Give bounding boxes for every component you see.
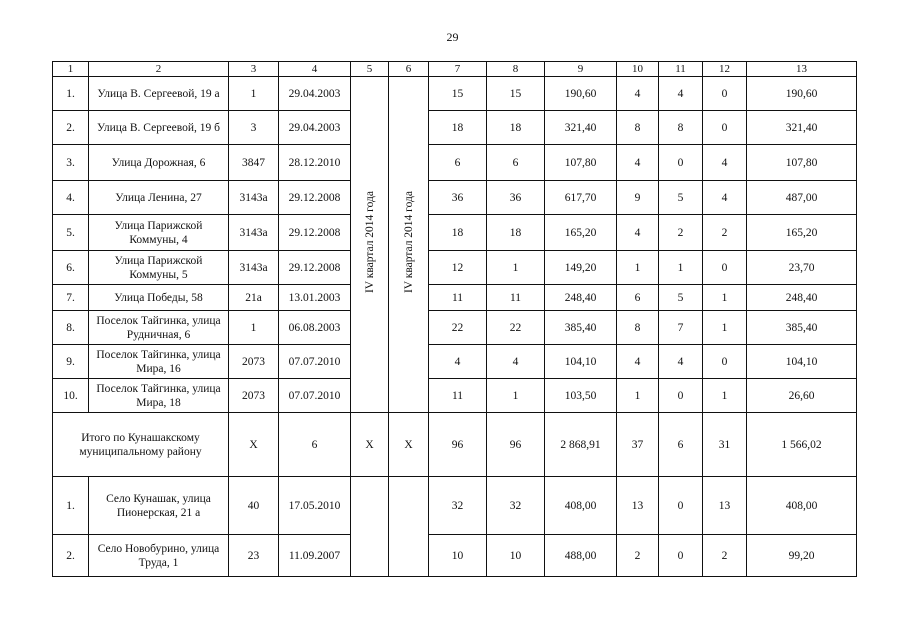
value-cell-c9: 190,60 <box>545 77 617 111</box>
date-cell: 28.12.2010 <box>279 145 351 181</box>
date-cell: 29.04.2003 <box>279 111 351 145</box>
address-cell: Село Кунашак, улица Пионерская, 21 а <box>89 477 229 535</box>
value-cell-c8: 1 <box>487 379 545 413</box>
value-cell-c11: 4 <box>659 345 703 379</box>
value-cell-c10: 9 <box>617 181 659 215</box>
total-label: Итого по Кунашакскому муниципальному району <box>53 413 229 477</box>
address-cell: Улица Парижской Коммуны, 5 <box>89 251 229 285</box>
value-cell-c7: 6 <box>429 145 487 181</box>
value-cell-c11: 4 <box>659 77 703 111</box>
col3-cell: 23 <box>229 535 279 577</box>
table-row <box>53 111 857 145</box>
total-row <box>53 413 857 477</box>
value-cell-c12: 0 <box>703 111 747 145</box>
value-cell-c7: 32 <box>429 477 487 535</box>
value-cell-c13: 190,60 <box>747 77 857 111</box>
header-cell-13: 13 <box>747 62 857 77</box>
value-cell-c10: 6 <box>617 285 659 311</box>
value-cell-c7: 36 <box>429 181 487 215</box>
date-cell: 17.05.2010 <box>279 477 351 535</box>
value-cell-c8: 10 <box>487 535 545 577</box>
row-number: 5. <box>53 215 89 251</box>
quarter-col6 <box>389 77 429 413</box>
date-cell: 11.09.2007 <box>279 535 351 577</box>
quarter-col5 <box>351 77 389 413</box>
value-cell-c10: 4 <box>617 145 659 181</box>
value-cell-c13: 104,10 <box>747 345 857 379</box>
row-number: 1. <box>53 77 89 111</box>
total-c12: 31 <box>703 413 747 477</box>
value-cell-c9: 149,20 <box>545 251 617 285</box>
value-cell-c7: 18 <box>429 111 487 145</box>
value-cell-c7: 10 <box>429 535 487 577</box>
quarter-col5-b <box>351 477 389 577</box>
address-cell: Улица Ленина, 27 <box>89 181 229 215</box>
total-c5: Х <box>351 413 389 477</box>
value-cell-c9: 103,50 <box>545 379 617 413</box>
value-cell-c12: 0 <box>703 345 747 379</box>
value-cell-c12: 1 <box>703 311 747 345</box>
value-cell-c10: 8 <box>617 311 659 345</box>
col3-cell: 21а <box>229 285 279 311</box>
value-cell-c13: 408,00 <box>747 477 857 535</box>
table-row <box>53 251 857 285</box>
value-cell-c7: 11 <box>429 285 487 311</box>
value-cell-c11: 5 <box>659 181 703 215</box>
table-row <box>53 181 857 215</box>
address-cell: Поселок Тайгинка, улица Мира, 18 <box>89 379 229 413</box>
value-cell-c7: 4 <box>429 345 487 379</box>
value-cell-c12: 2 <box>703 535 747 577</box>
value-cell-c11: 1 <box>659 251 703 285</box>
address-cell: Поселок Тайгинка, улица Рудничная, 6 <box>89 311 229 345</box>
col3-cell: 1 <box>229 77 279 111</box>
value-cell-c7: 12 <box>429 251 487 285</box>
value-cell-c13: 99,20 <box>747 535 857 577</box>
header-cell-5: 5 <box>351 62 389 77</box>
row-number: 4. <box>53 181 89 215</box>
total-c3: Х <box>229 413 279 477</box>
total-c9: 2 868,91 <box>545 413 617 477</box>
value-cell-c13: 248,40 <box>747 285 857 311</box>
value-cell-c11: 0 <box>659 477 703 535</box>
value-cell-c8: 15 <box>487 77 545 111</box>
value-cell-c13: 107,80 <box>747 145 857 181</box>
total-c11: 6 <box>659 413 703 477</box>
value-cell-c12: 2 <box>703 215 747 251</box>
value-cell-c9: 408,00 <box>545 477 617 535</box>
header-cell-10: 10 <box>617 62 659 77</box>
value-cell-c11: 8 <box>659 111 703 145</box>
value-cell-c8: 22 <box>487 311 545 345</box>
value-cell-c8: 1 <box>487 251 545 285</box>
value-cell-c10: 2 <box>617 535 659 577</box>
col3-cell: 3 <box>229 111 279 145</box>
value-cell-c10: 1 <box>617 251 659 285</box>
row-number: 10. <box>53 379 89 413</box>
value-cell-c10: 4 <box>617 345 659 379</box>
date-cell: 07.07.2010 <box>279 379 351 413</box>
date-cell: 13.01.2003 <box>279 285 351 311</box>
value-cell-c12: 4 <box>703 181 747 215</box>
table-row <box>53 285 857 311</box>
value-cell-c8: 18 <box>487 215 545 251</box>
col3-cell: 1 <box>229 311 279 345</box>
quarter-label: IV квартал 2014 года <box>363 191 376 294</box>
total-c8: 96 <box>487 413 545 477</box>
value-cell-c12: 13 <box>703 477 747 535</box>
quarter-label: IV квартал 2014 года <box>402 191 415 294</box>
value-cell-c12: 4 <box>703 145 747 181</box>
col3-cell: 3847 <box>229 145 279 181</box>
date-cell: 29.12.2008 <box>279 215 351 251</box>
value-cell-c7: 15 <box>429 77 487 111</box>
header-cell-12: 12 <box>703 62 747 77</box>
value-cell-c9: 248,40 <box>545 285 617 311</box>
value-cell-c11: 0 <box>659 379 703 413</box>
value-cell-c9: 104,10 <box>545 345 617 379</box>
value-cell-c12: 0 <box>703 77 747 111</box>
value-cell-c9: 165,20 <box>545 215 617 251</box>
col3-cell: 3143а <box>229 215 279 251</box>
value-cell-c13: 321,40 <box>747 111 857 145</box>
table-row <box>53 215 857 251</box>
row-number: 2. <box>53 111 89 145</box>
value-cell-c12: 1 <box>703 285 747 311</box>
table-row <box>53 311 857 345</box>
value-cell-c8: 36 <box>487 181 545 215</box>
address-cell: Поселок Тайгинка, улица Мира, 16 <box>89 345 229 379</box>
date-cell: 29.12.2008 <box>279 181 351 215</box>
row-number: 7. <box>53 285 89 311</box>
row-number: 1. <box>53 477 89 535</box>
col3-cell: 40 <box>229 477 279 535</box>
header-cell-9: 9 <box>545 62 617 77</box>
header-row <box>53 62 857 77</box>
value-cell-c9: 107,80 <box>545 145 617 181</box>
value-cell-c10: 13 <box>617 477 659 535</box>
value-cell-c7: 22 <box>429 311 487 345</box>
value-cell-c11: 0 <box>659 535 703 577</box>
header-cell-7: 7 <box>429 62 487 77</box>
header-cell-4: 4 <box>279 62 351 77</box>
value-cell-c12: 0 <box>703 251 747 285</box>
address-cell: Улица В. Сергеевой, 19 а <box>89 77 229 111</box>
value-cell-c9: 321,40 <box>545 111 617 145</box>
total-c6: Х <box>389 413 429 477</box>
row-number: 2. <box>53 535 89 577</box>
address-cell: Улица Дорожная, 6 <box>89 145 229 181</box>
value-cell-c9: 385,40 <box>545 311 617 345</box>
value-cell-c10: 1 <box>617 379 659 413</box>
value-cell-c12: 1 <box>703 379 747 413</box>
header-cell-8: 8 <box>487 62 545 77</box>
date-cell: 29.04.2003 <box>279 77 351 111</box>
value-cell-c10: 4 <box>617 77 659 111</box>
col3-cell: 2073 <box>229 345 279 379</box>
header-cell-1: 1 <box>53 62 89 77</box>
row-number: 9. <box>53 345 89 379</box>
value-cell-c11: 2 <box>659 215 703 251</box>
value-cell-c8: 6 <box>487 145 545 181</box>
value-cell-c8: 11 <box>487 285 545 311</box>
housing-table <box>52 61 857 577</box>
row-number: 3. <box>53 145 89 181</box>
value-cell-c9: 617,70 <box>545 181 617 215</box>
address-cell: Улица В. Сергеевой, 19 б <box>89 111 229 145</box>
total-c4: 6 <box>279 413 351 477</box>
value-cell-c7: 11 <box>429 379 487 413</box>
value-cell-c7: 18 <box>429 215 487 251</box>
col3-cell: 3143а <box>229 181 279 215</box>
value-cell-c11: 5 <box>659 285 703 311</box>
value-cell-c11: 7 <box>659 311 703 345</box>
quarter-col6-b <box>389 477 429 577</box>
value-cell-c13: 487,00 <box>747 181 857 215</box>
header-cell-6: 6 <box>389 62 429 77</box>
table-row <box>53 379 857 413</box>
row-number: 6. <box>53 251 89 285</box>
value-cell-c13: 165,20 <box>747 215 857 251</box>
value-cell-c10: 8 <box>617 111 659 145</box>
value-cell-c8: 4 <box>487 345 545 379</box>
col3-cell: 3143а <box>229 251 279 285</box>
value-cell-c13: 23,70 <box>747 251 857 285</box>
value-cell-c11: 0 <box>659 145 703 181</box>
value-cell-c8: 18 <box>487 111 545 145</box>
table-row <box>53 77 857 111</box>
address-cell: Улица Победы, 58 <box>89 285 229 311</box>
value-cell-c9: 488,00 <box>545 535 617 577</box>
total-c13: 1 566,02 <box>747 413 857 477</box>
value-cell-c8: 32 <box>487 477 545 535</box>
total-c7: 96 <box>429 413 487 477</box>
address-cell: Улица Парижской Коммуны, 4 <box>89 215 229 251</box>
header-cell-11: 11 <box>659 62 703 77</box>
date-cell: 07.07.2010 <box>279 345 351 379</box>
total-c10: 37 <box>617 413 659 477</box>
table-row <box>53 145 857 181</box>
col3-cell: 2073 <box>229 379 279 413</box>
table-row <box>53 535 857 577</box>
header-cell-3: 3 <box>229 62 279 77</box>
page-number: 29 <box>446 30 459 44</box>
header-cell-2: 2 <box>89 62 229 77</box>
table-row <box>53 477 857 535</box>
value-cell-c13: 385,40 <box>747 311 857 345</box>
row-number: 8. <box>53 311 89 345</box>
value-cell-c13: 26,60 <box>747 379 857 413</box>
date-cell: 29.12.2008 <box>279 251 351 285</box>
address-cell: Село Новобурино, улица Труда, 1 <box>89 535 229 577</box>
table-row <box>53 345 857 379</box>
date-cell: 06.08.2003 <box>279 311 351 345</box>
value-cell-c10: 4 <box>617 215 659 251</box>
